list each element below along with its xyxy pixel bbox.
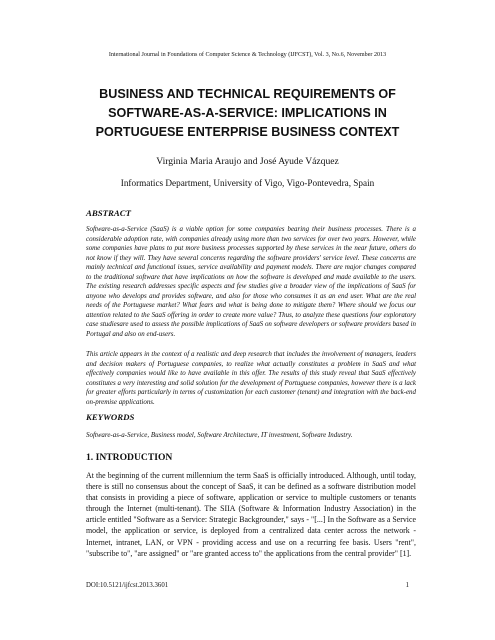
- introduction-heading: 1. INTRODUCTION: [86, 452, 173, 463]
- keywords-text: Software-as-a-Service, Business model, Software Architecture, IT investment, Software Industry.: [86, 431, 353, 439]
- title-line-1: BUSINESS AND TECHNICAL REQUIREMENTS OF: [99, 87, 396, 101]
- title-line-3: PORTUGUESE ENTERPRISE BUSINESS CONTEXT: [95, 125, 400, 139]
- paper-title: [40, 85, 455, 142]
- abstract-heading: ABSTRACT: [86, 208, 131, 218]
- doi: DOI:10.5121/ijfcst.2013.3601: [86, 582, 169, 589]
- authors: Virginia Maria Araujo and José Ayude Vázquez: [156, 156, 339, 167]
- page-number: 1: [405, 582, 409, 589]
- abstract-paragraph-2: This article appears in the context of a realistic and deep research that includes the involvement of managers, leaders and decision makers of Portuguese companies, to realize what actually constitutes a problem in SaaS and what effectively companies would like to have available in this offer. The results of this study reveal that SaaS effectively constitutes a very interesting and solid solution for the development of Portuguese companies, however there is a lack for greater efforts particularly in terms of customization for each customer (tenant) and integration with the back-end on-premise applications.: [86, 350, 416, 406]
- title-line-2: SOFTWARE-AS-A-SERVICE: IMPLICATIONS IN: [108, 106, 387, 120]
- introduction-paragraph: At the beginning of the current millennium the term SaaS is officially introduced. Although, until today, there is still no consensus about the concept of SaaS, it can be defined as a software distribution model that consists in providing a piece of software, application or service to multiple customers or tenants through the Internet (multi-tenant). The SIIA (Software & Information Industry Association) in the article entitled "Software as a Service: Strategic Backgrounder," says - "[...] In the Software as a Service model, the application or service, is deployed from a centralized data center across the network - Internet, intranet, LAN, or VPN - providing access and use on a recurring fee basis. Users "rent", "subscribe to", "are assigned" or "are granted access to" the applications from the central provider" [1].: [86, 471, 416, 558]
- keywords-heading: KEYWORDS: [86, 412, 135, 422]
- affiliation: Informatics Department, University of Vigo, Vigo-Pontevedra, Spain: [120, 178, 375, 188]
- journal-header: International Journal in Foundations of Computer Science & Technology (IJFCST), Vol. 3, No.6, November 2013: [108, 52, 387, 58]
- abstract-paragraph-1: Software-as-a-Service (SaaS) is a viable option for some companies bearing their business processes. There is a considerable adoption rate, with companies already using more than two services for over two years. However, while some companies have plans to put more business processes supported by these services in the near future, others do not know if they will. They have several concerns regarding the software providers' service level. These concerns are mainly technical and functional issues, service availability and payment models. There are major changes compared to the traditional software that have implications on how the software is developed and made available to the users. The existing research addresses specific aspects and few studies give a broader view of the implications of SaaS for anyone who develops and provides software, and also for those who consumes it as an end user. What are the real needs of the Portuguese market? What fears and what is being done to mitigate them? Where should we focus our attention related to the SaaS offering in order to create more value? Thus, to analyze these questions four exploratory case studiesare used to assess the possible implications of SaaS on software developers or software providers based in Portugal and also on end-users.: [86, 225, 416, 339]
